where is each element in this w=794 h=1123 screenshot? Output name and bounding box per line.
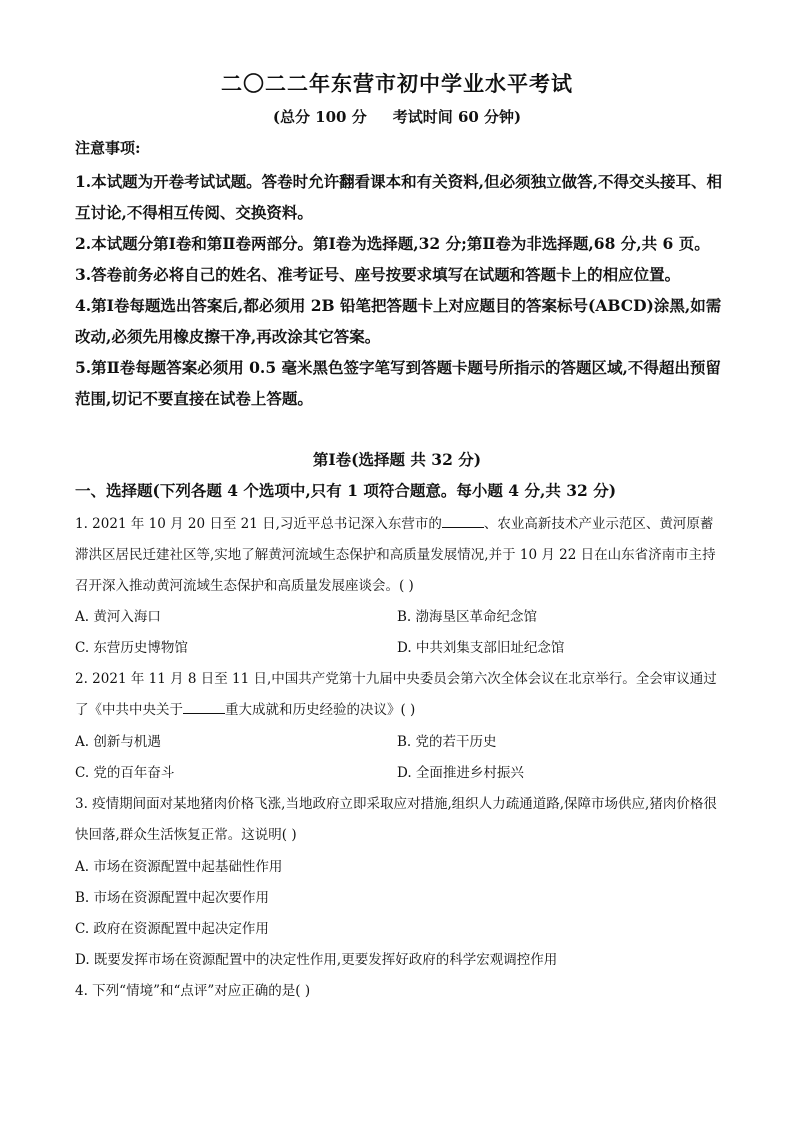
section-intro: 一、选择题(下列各题 4 个选项中,只有 1 项符合题意。每小题 4 分,共 32 分) bbox=[75, 481, 617, 500]
option-b: B. 渤海垦区革命纪念馆 bbox=[397, 609, 538, 625]
option-c: C. 政府在资源配置中起决定作用 bbox=[75, 921, 269, 937]
exam-time: 考试时间 60 分钟) bbox=[392, 108, 522, 126]
option-a: A. 创新与机遇 bbox=[75, 734, 161, 750]
question-3-options bbox=[75, 852, 723, 976]
question-1-stem: 1. 2021 年 10 月 20 日至 21 日,习近平总书记深入东营市的 、农业高新技术产业示范区、黄河原蓄滞洪区居民迁建社区等,实地了解黄河流域生态保护和高质量发展情况,并于 10 月 22 日在山东省济南市主持召开深入推动黄河流域生态保护和高质量发展座谈会。( ) bbox=[75, 509, 723, 602]
question-2-stem: 2. 2021 年 11 月 8 日至 11 日,中国共产党第十九届中央委员会第六次全体会议在北京举行。全会审议通过了《中共中央关于 重大成就和历史经验的决议》( ) bbox=[75, 671, 717, 718]
question-3-stem: 3. 疫情期间面对某地猪肉价格飞涨,当地政府立即采取应对措施,组织人力疏通道路,保障市场供应,猪肉价格很快回落,群众生活恢复正常。这说明( ) bbox=[75, 796, 717, 843]
question-4-stem: 4. 下列“情境”和“点评”对应正确的是( ) bbox=[75, 983, 311, 999]
option-d: D. 既要发挥市场在资源配置中的决定性作用,更要发挥好政府的科学宏观调控作用 bbox=[75, 952, 558, 968]
section-title: 第Ⅰ卷(选择题 共 32 分) bbox=[312, 450, 482, 469]
option-d: D. 中共刘集支部旧址纪念馆 bbox=[397, 640, 565, 656]
notes-heading: 注意事项: bbox=[75, 139, 141, 157]
note-item: 3.答卷前务必将自己的姓名、准考证号、座号按要求填写在试题和答题卡上的相应位置。 bbox=[75, 265, 681, 284]
option-c: C. 东营历史博物馆 bbox=[75, 640, 188, 656]
answer-blank bbox=[183, 697, 225, 714]
question-2-options bbox=[75, 727, 723, 789]
option-c: C. 党的百年奋斗 bbox=[75, 765, 175, 781]
note-item: 2.本试题分第Ⅰ卷和第Ⅱ卷两部分。第Ⅰ卷为选择题,32 分;第Ⅱ卷为非选择题,68 分,共 6 页。 bbox=[75, 234, 710, 253]
note-item: 4.第Ⅰ卷每题选出答案后,都必须用 2B 铅笔把答题卡上对应题目的答案标号(ABCD)涂黑,如需改动,必须先用橡皮擦干净,再改涂其它答案。 bbox=[75, 296, 722, 346]
question-1-options bbox=[75, 602, 723, 664]
option-d: D. 全面推进乡村振兴 bbox=[397, 765, 524, 781]
answer-blank bbox=[442, 511, 484, 528]
exam-title: 二〇二二年东营市初中学业水平考试 bbox=[221, 71, 573, 96]
option-b: B. 市场在资源配置中起次要作用 bbox=[75, 890, 270, 906]
exam-subtitle bbox=[0, 106, 794, 127]
option-a: A. 黄河入海口 bbox=[75, 609, 161, 625]
option-a: A. 市场在资源配置中起基础性作用 bbox=[75, 859, 283, 875]
total-score: (总分 100 分 bbox=[272, 108, 367, 126]
note-item: 1.本试题为开卷考试试题。答卷时允许翻看课本和有关资料,但必须独立做答,不得交头接耳、相互讨论,不得相互传阅、交换资料。 bbox=[75, 172, 722, 222]
note-item: 5.第Ⅱ卷每题答案必须用 0.5 毫米黑色签字笔写到答题卡题号所指示的答题区域,不得超出预留范围,切记不要直接在试卷上答题。 bbox=[75, 358, 721, 408]
notes-list bbox=[75, 166, 723, 414]
option-b: B. 党的若干历史 bbox=[397, 734, 497, 750]
